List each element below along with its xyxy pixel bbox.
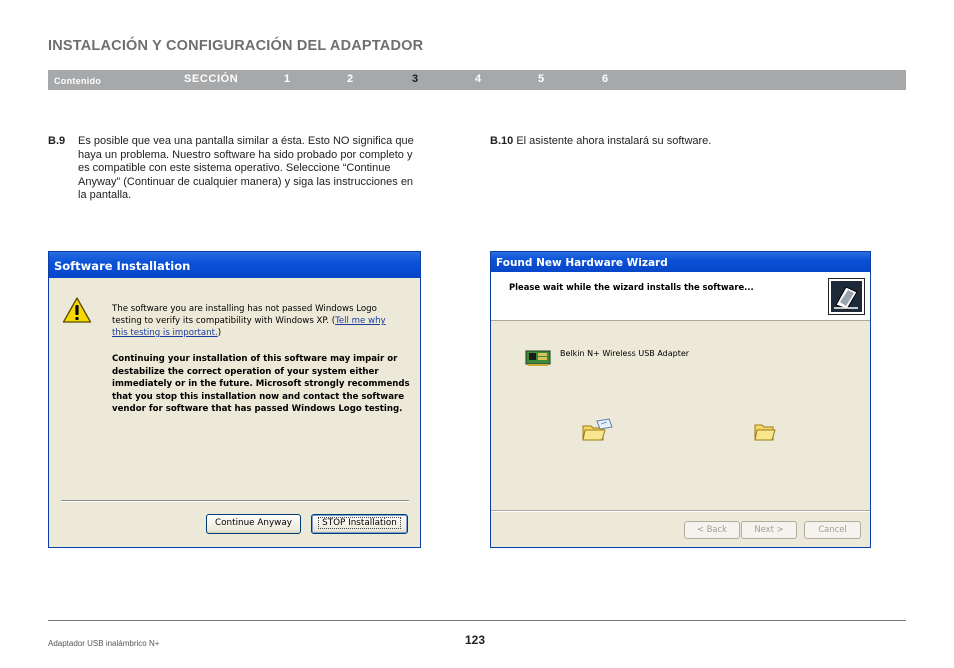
section-nav-bar [48,70,906,90]
network-adapter-icon [525,349,551,367]
footer-product-name: Adaptador USB inalámbrico N+ [48,639,160,648]
stop-installation-button[interactable] [311,514,408,534]
wizard-heading: Please wait while the wizard installs the software... [509,282,754,292]
cancel-button[interactable]: Cancel [804,521,861,539]
nav-seccion-label: SECCIÓN [184,73,239,85]
warning-message: Continuing your installation of this software may impair or destabilize the correct operation of your system either immediately or in the future. Microsoft strongly recommends that you stop this installation now and contact the software vendor for software that has passed Windows Logo testing. [112,354,410,415]
page-section-title: INSTALACIÓN Y CONFIGURACIÓN DEL ADAPTADOR [48,38,424,54]
nav-section-4[interactable]: 4 [475,73,482,85]
step-number: B.10 [490,135,514,147]
dialog-title: Software Installation [49,252,420,278]
hardware-wizard-icon [828,278,865,315]
software-installation-dialog [48,251,421,548]
step-b9 [48,135,418,203]
next-button[interactable]: Next > [741,521,797,539]
continue-anyway-button[interactable]: Continue Anyway [206,514,301,534]
wizard-header [491,272,870,321]
wizard-separator [491,510,870,512]
nav-section-6[interactable]: 6 [602,73,609,85]
warning-icon [62,296,92,324]
nav-section-5[interactable]: 5 [538,73,545,85]
flying-file-folder-icon [581,418,615,442]
dialog-separator [61,500,409,502]
device-name: Belkin N+ Wireless USB Adapter [560,349,690,358]
step-number: B.9 [48,135,66,147]
page-number: 123 [465,633,486,647]
footer-divider [48,620,906,621]
tell-me-why-link[interactable]: Tell me why this testing is important. [112,316,386,338]
message-suffix: ) [217,328,222,338]
stop-installation-label: STOP Installation [318,517,401,529]
step-text: Es posible que vea una pantalla similar a ésta. Esto NO significa que haya un problema. Nuestro software ha sido probado por completo y es compatible con este sistema operativo. Seleccione “Continue Anyway” (Continuar de cualquier manera) y siga las instrucciones en la pantalla. [78,135,414,201]
compatibility-message [112,303,402,339]
nav-section-2[interactable]: 2 [347,73,354,85]
step-b10 [490,135,890,149]
message-prefix: The software you are installing has not passed Windows Logo testing to verify its compatibility with Windows XP. ( [112,304,377,326]
hardware-wizard-dialog [490,251,871,548]
nav-section-3-active[interactable]: 3 [412,73,419,85]
dialog-title: Found New Hardware Wizard [491,252,870,272]
step-text: El asistente ahora instalará su software. [516,135,712,147]
nav-contenido-link[interactable]: Contenido [54,76,102,86]
back-button[interactable]: < Back [684,521,740,539]
nav-section-1[interactable]: 1 [284,73,291,85]
destination-folder-icon [753,420,777,442]
